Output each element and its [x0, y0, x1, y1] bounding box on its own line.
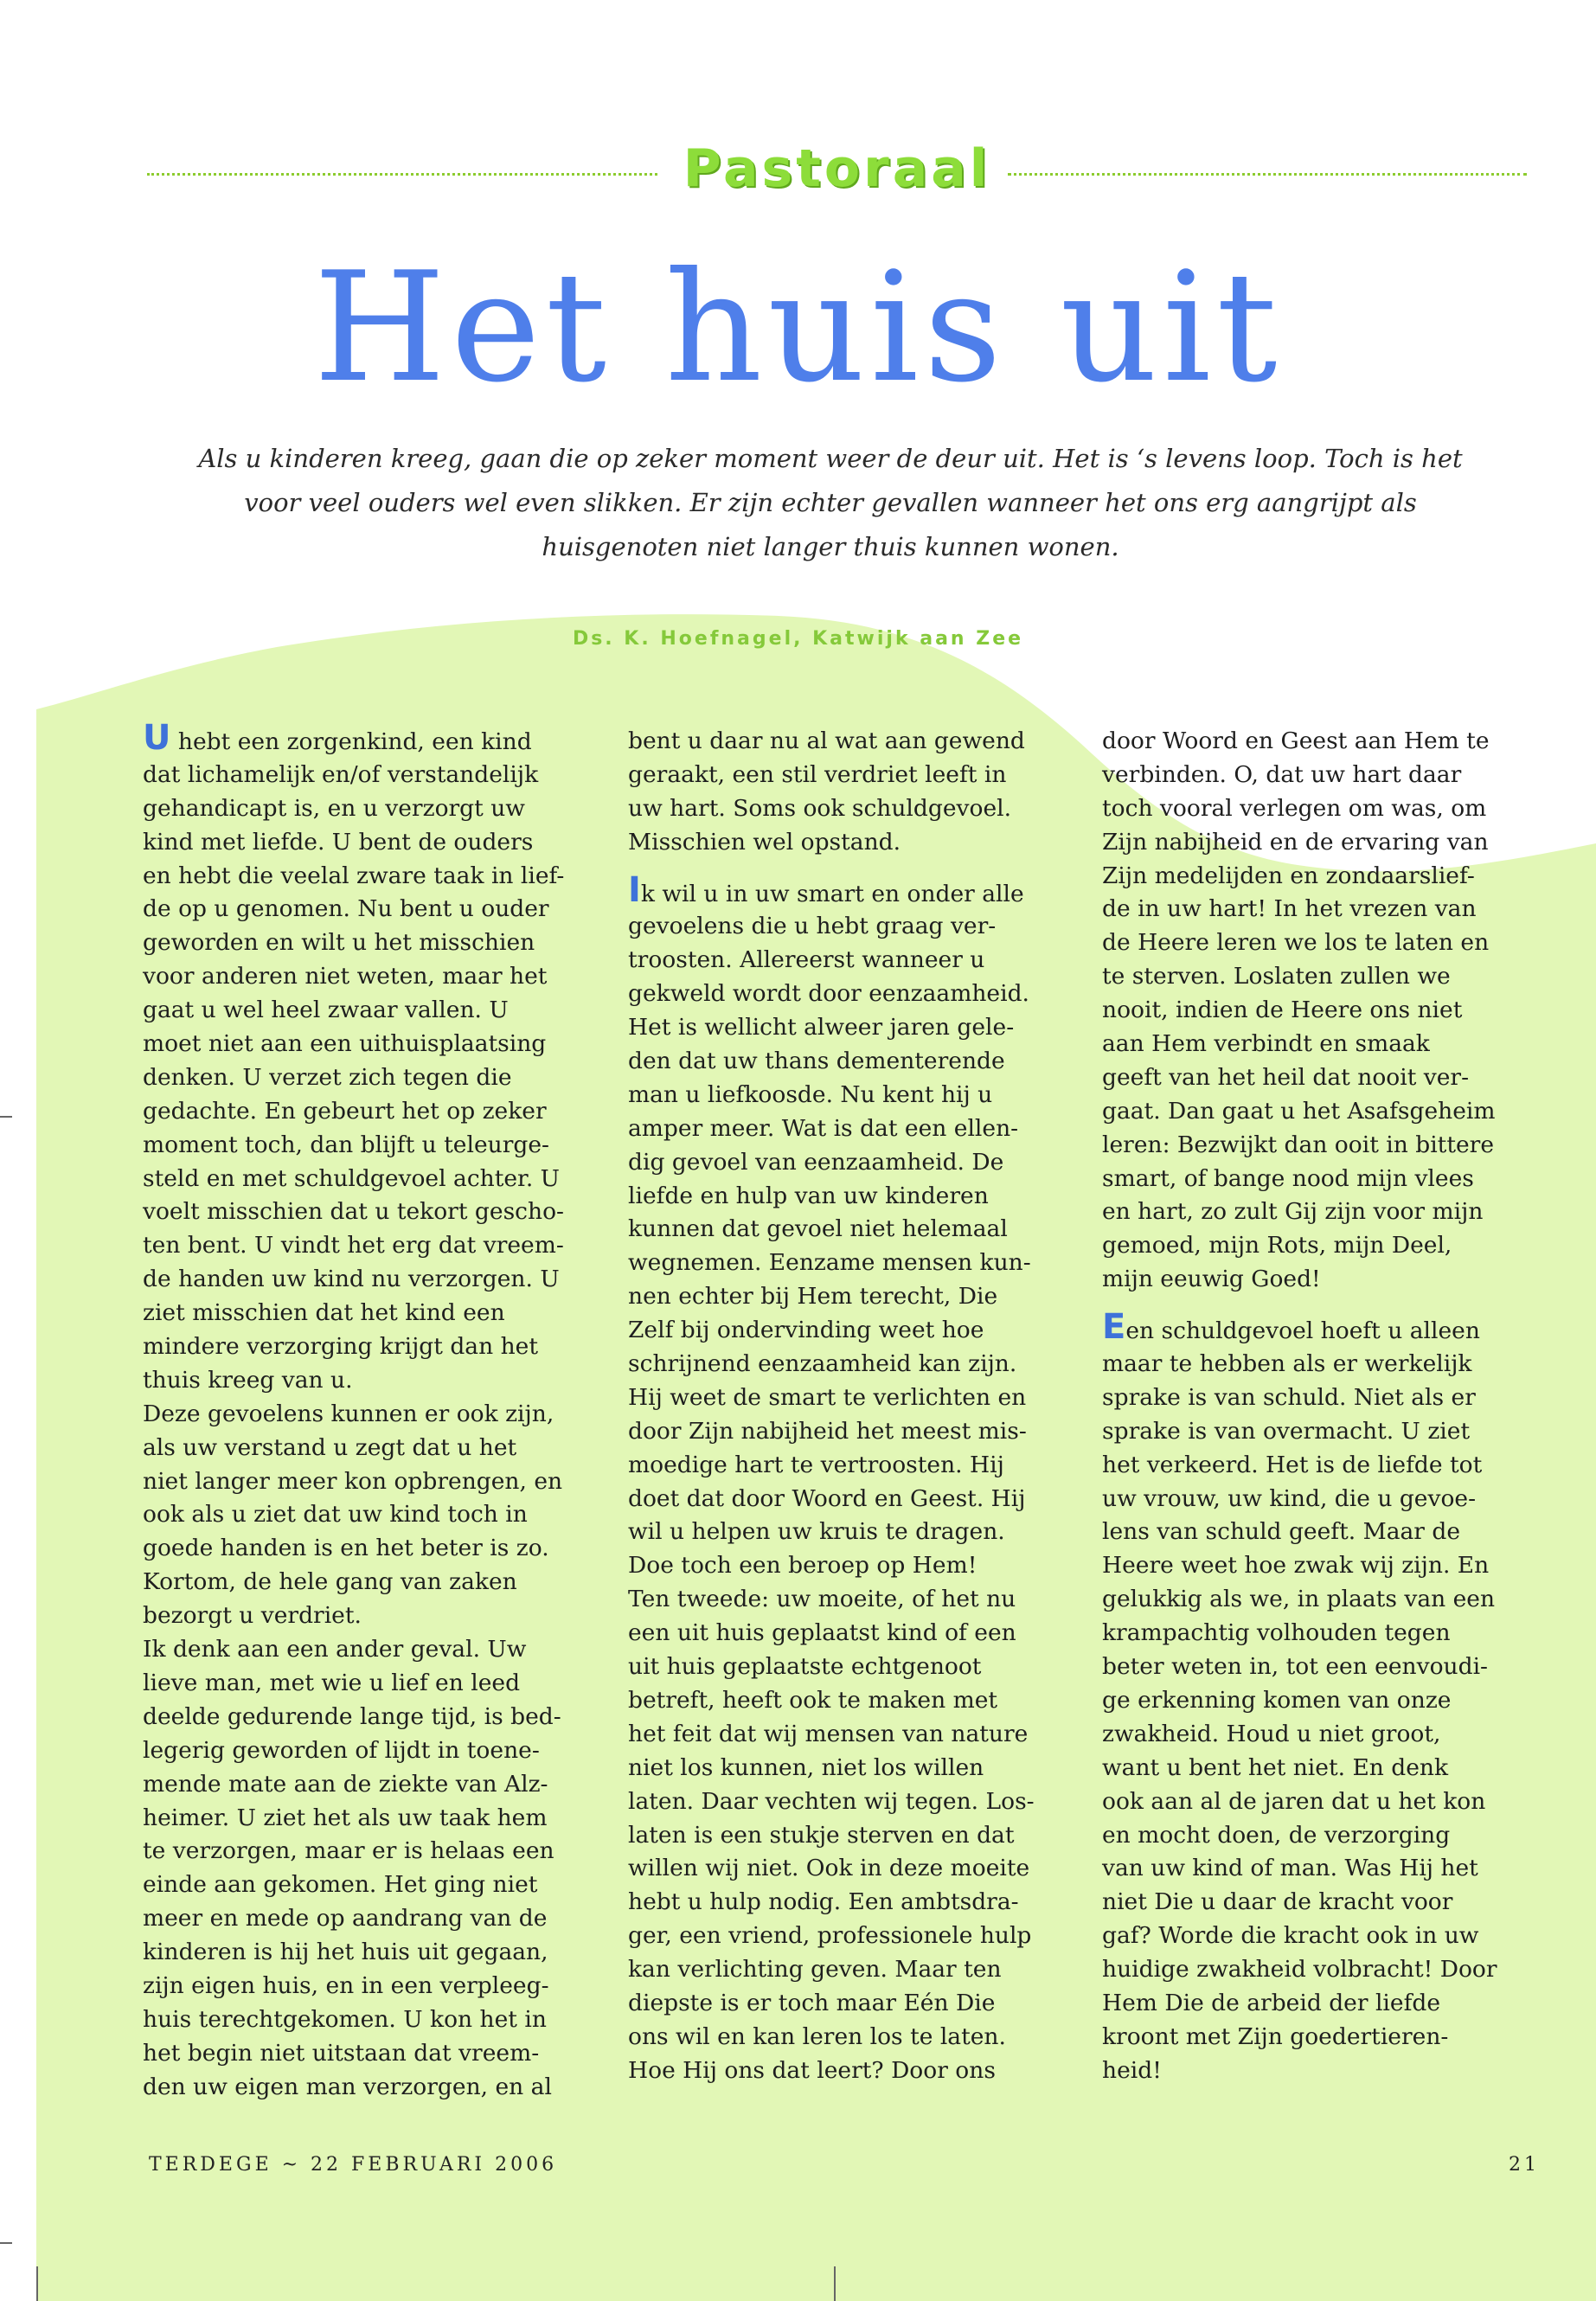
text-line: [1102, 1061, 1552, 1095]
text-line: [143, 1802, 593, 1836]
text-line-content: van uw kind of man. Was Hij het: [1102, 1855, 1478, 1882]
text-line-content: bent u daar nu al wat aan gewend: [628, 727, 1025, 754]
text-line: [143, 1599, 593, 1633]
text-line-content: laten. Daar vechten wij tegen. Los-: [628, 1787, 1035, 1815]
text-line-content: gemoed, mijn Rots, mijn Deel,: [1102, 1232, 1452, 1259]
text-line: [628, 792, 1078, 826]
text-line: [1102, 860, 1552, 894]
text-line-content: ger, een vriend, professionele hulp: [628, 1922, 1032, 1950]
text-line-content: sprake is van overmacht. U ziet: [1102, 1417, 1471, 1445]
text-line-content: steld en met schuldgevoel achter. U: [143, 1164, 560, 1192]
text-line-content: nooit, indien de Heere ons niet: [1102, 997, 1463, 1024]
text-line-content: het verkeerd. Het is de liefde tot: [1102, 1451, 1483, 1478]
text-line: [628, 1953, 1078, 1987]
text-line: [1102, 1095, 1552, 1129]
text-line-content: mende mate aan de ziekte van Alz-: [143, 1770, 548, 1798]
text-line: [143, 1532, 593, 1566]
footer-publication: TERDEGE ~ 22 FEBRUARI 2006: [149, 2154, 558, 2176]
text-line-content: aan Hem verbindt en smaak: [1102, 1030, 1430, 1058]
text-line-content: en hebt die veelal zware taak in lief-: [143, 862, 565, 889]
text-line: [628, 826, 1078, 860]
text-line: [628, 1852, 1078, 1886]
text-line-content: schrijnend eenzaamheid kan zijn.: [628, 1350, 1017, 1378]
text-line-content: geworden en wilt u het misschien: [143, 929, 535, 957]
text-line: [1102, 1028, 1552, 1061]
text-line-content: zijn eigen huis, en in een verpleeg-: [143, 1971, 549, 1999]
text-line-content: niet langer meer kon opbrengen, en: [143, 1467, 563, 1495]
text-line: [1102, 2054, 1552, 2088]
text-line-content: ziet misschien dat het kind een: [143, 1299, 505, 1327]
text-line: [628, 944, 1078, 977]
text-line: [143, 1768, 593, 1802]
crop-mark: [0, 1116, 12, 1118]
text-line-content: den uw eigen man verzorgen, en al: [143, 2073, 552, 2100]
text-line: [143, 1364, 593, 1398]
text-line: [1102, 826, 1552, 860]
text-line: [628, 869, 1078, 911]
text-line: [628, 1549, 1078, 1583]
text-line-content: krampachtig volhouden tegen: [1102, 1619, 1451, 1647]
text-line-content: voor anderen niet weten, maar het: [143, 963, 548, 990]
paragraph-gap: [1102, 1297, 1552, 1314]
text-line-content: troosten. Allereerst wanneer u: [628, 946, 985, 974]
text-line-content: Kortom, de hele gang van zaken: [143, 1568, 517, 1596]
text-line: [628, 1449, 1078, 1483]
text-line-content: ons wil en kan leren los te laten.: [628, 2022, 1006, 2050]
article-byline: Ds. K. Hoefnagel, Katwijk aan Zee: [572, 628, 1024, 650]
text-line-content: gaat u wel heel zwaar vallen. U: [143, 997, 509, 1024]
text-line: [143, 1566, 593, 1599]
text-line-content: denken. U verzet zich tegen die: [143, 1063, 512, 1091]
text-line-content: den dat uw thans dementerende: [628, 1048, 1005, 1075]
section-kicker: Pastoraal: [683, 138, 991, 199]
text-line: [1102, 1129, 1552, 1163]
text-line: [143, 1061, 593, 1095]
text-line: [1102, 1718, 1552, 1752]
text-line-content: gaf? Worde die kracht ook in uw: [1102, 1922, 1479, 1950]
text-line: [1102, 759, 1552, 792]
text-line-content: ook als u ziet dat uw kind toch in: [143, 1501, 528, 1529]
text-line: [143, 1195, 593, 1229]
text-line: [143, 960, 593, 994]
text-line: [1102, 960, 1552, 994]
text-line: [628, 1920, 1078, 1953]
text-line: [628, 1247, 1078, 1280]
text-line-content: gevoelens die u hebt graag ver-: [628, 913, 997, 940]
text-line-content: moet niet aan een uithuisplaatsing: [143, 1030, 547, 1058]
text-line-content: diepste is er toch maar Eén Die: [628, 1989, 996, 2016]
text-line-content: uw hart. Soms ook schuldgevoel.: [628, 794, 1012, 822]
text-line-content: heid!: [1102, 2056, 1162, 2084]
text-line-content: Doe toch een beroep op Hem!: [628, 1552, 977, 1580]
text-line: [628, 1886, 1078, 1920]
text-line-content: niet Die u daar de kracht voor: [1102, 1888, 1453, 1916]
text-line-content: hebt u hulp nodig. Een ambtsdra-: [628, 1888, 1019, 1916]
text-line: [143, 860, 593, 894]
text-column-1: [143, 718, 593, 2105]
text-line-content: goede handen is en het beter is zo.: [143, 1535, 549, 1562]
text-line: [1102, 1785, 1552, 1819]
text-line-content: maar te hebben als er werkelijk: [1102, 1350, 1472, 1378]
text-line: [1102, 1483, 1552, 1516]
text-line-content: gekweld wordt door eenzaamheid.: [628, 980, 1029, 1008]
text-line: [628, 725, 1078, 759]
text-line-content: en hart, zo zult Gij zijn voor mijn: [1102, 1198, 1484, 1226]
text-line-content: verbinden. O, dat uw hart daar: [1102, 760, 1462, 788]
text-line: [628, 1617, 1078, 1650]
text-line-content: legerig geworden of lijdt in toene-: [143, 1736, 540, 1764]
text-line-content: en mocht doen, de verzorging: [1102, 1821, 1451, 1849]
text-line-content: de Heere leren we los te laten en: [1102, 929, 1490, 957]
text-line-content: einde aan gekomen. Het ging niet: [143, 1871, 538, 1899]
text-line: [1102, 1549, 1552, 1583]
text-line-content: wegnemen. Eenzame mensen kun-: [628, 1249, 1031, 1277]
text-line-content: bezorgt u verdriet.: [143, 1602, 362, 1630]
text-line-content: want u bent het niet. En denk: [1102, 1753, 1449, 1781]
text-line-content: kind met liefde. U bent de ouders: [143, 828, 534, 856]
text-line-content: door Woord en Geest aan Hem te: [1102, 727, 1490, 754]
text-line: [1102, 1348, 1552, 1381]
text-line-content: zwakheid. Houd u niet groot,: [1102, 1720, 1441, 1747]
text-line: [1102, 1307, 1552, 1348]
text-column-3: [1102, 725, 1552, 2088]
text-line: [1102, 1684, 1552, 1718]
text-line: [143, 1633, 593, 1667]
text-line-content: de in uw hart! In het vrezen van: [1102, 895, 1477, 923]
drop-cap: I: [628, 869, 641, 910]
text-line-content: huidige zwakheid volbracht! Door: [1102, 1956, 1497, 1984]
text-line-content: lens van schuld geeft. Maar de: [1102, 1518, 1461, 1546]
crop-mark: [36, 2266, 38, 2301]
text-line: [628, 2054, 1078, 2088]
text-line-content: geeft van het heil dat nooit ver-: [1102, 1063, 1470, 1091]
text-line: [628, 2021, 1078, 2054]
text-line: [143, 1028, 593, 1061]
text-line: [1102, 994, 1552, 1028]
text-line: [143, 893, 593, 926]
text-line: [143, 1498, 593, 1532]
text-line-content: liefde en hulp van uw kinderen: [628, 1182, 989, 1209]
text-line-content: moedige hart te vertroosten. Hij: [628, 1451, 1004, 1478]
text-line-content: ook aan al de jaren dat u het kon: [1102, 1787, 1486, 1815]
text-line: [143, 1868, 593, 1902]
text-line-content: toch vooral verlegen om was, om: [1102, 794, 1487, 822]
text-line-content: leren: Bezwijkt dan ooit in bittere: [1102, 1131, 1494, 1158]
text-line: [1102, 1583, 1552, 1617]
text-line-content: dig gevoel van eenzaamheid. De: [628, 1148, 1004, 1176]
text-line: [628, 1650, 1078, 1684]
text-line-content: smart, of bange nood mijn vlees: [1102, 1164, 1474, 1192]
text-line-content: Het is wellicht alweer jaren gele-: [628, 1014, 1015, 1042]
text-line: [1102, 1953, 1552, 1987]
text-line-content: ge erkenning komen van onze: [1102, 1686, 1452, 1714]
text-line: [628, 1011, 1078, 1045]
text-line: [143, 1163, 593, 1196]
text-line: [628, 1213, 1078, 1247]
article-lead: Als u kinderen kreeg, gaan die op zeker moment weer de deur uit. Het is ‘s levens loop. Toch is het voor veel ouders wel even slikken. Er zijn echter gevallen wanneer het ons erg aangrijpt als huisgenoten niet langer thuis kunnen wonen.: [198, 444, 1463, 561]
text-line-content: voelt misschien dat u tekort gescho-: [143, 1198, 564, 1226]
text-line-content: heimer. U ziet het als uw taak hem: [143, 1804, 548, 1831]
text-line: [143, 1398, 593, 1432]
text-column-2: [628, 725, 1078, 2088]
text-line-content: gaat. Dan gaat u het Asafsgeheim: [1102, 1097, 1496, 1125]
text-line: [143, 1297, 593, 1330]
text-line-content: ten bent. U vindt het erg dat vreem-: [143, 1232, 564, 1259]
text-line-content: de handen uw kind nu verzorgen. U: [143, 1266, 560, 1293]
text-line: [1102, 1263, 1552, 1297]
text-line: [1102, 1920, 1552, 1953]
text-line: [143, 1835, 593, 1868]
text-line: [143, 1229, 593, 1263]
text-line: [143, 1734, 593, 1768]
text-line-content: te verzorgen, maar er is helaas een: [143, 1837, 554, 1865]
text-line: [143, 1936, 593, 1970]
text-line-content: wil u helpen uw kruis te dragen.: [628, 1518, 1005, 1546]
article-title: Het huis uit: [313, 240, 1283, 416]
text-line: [143, 1701, 593, 1734]
text-line-content: gedachte. En gebeurt het op zeker: [143, 1097, 547, 1125]
text-line: [628, 1079, 1078, 1112]
text-line: [628, 759, 1078, 792]
text-line: [628, 1415, 1078, 1449]
text-line: [628, 1718, 1078, 1752]
text-line: [628, 1684, 1078, 1718]
text-line-content: mindere verzorging krijgt dan het: [143, 1333, 538, 1361]
text-line-content: nen echter bij Hem terecht, Die: [628, 1283, 998, 1311]
text-line-content: dat lichamelijk en/of verstandelijk: [143, 760, 539, 788]
text-line-content: Hem Die de arbeid der liefde: [1102, 1989, 1441, 2016]
text-line: [628, 1752, 1078, 1785]
text-line-content: Heere weet hoe zwak wij zijn. En: [1102, 1552, 1490, 1580]
text-line-content: Deze gevoelens kunnen er ook zijn,: [143, 1400, 554, 1427]
text-line: [628, 1819, 1078, 1853]
text-line: [143, 2071, 593, 2105]
text-line: [1102, 1415, 1552, 1449]
text-line-content: Hij weet de smart te verlichten en: [628, 1383, 1027, 1411]
text-line: [143, 926, 593, 960]
text-line-content: Ik denk aan een ander geval. Uw: [143, 1636, 527, 1663]
text-line: [1102, 792, 1552, 826]
text-line-content: huis terechtgekomen. U kon het in: [143, 2005, 547, 2033]
text-line: [143, 1465, 593, 1499]
text-line-content: kan verlichting geven. Maar ten: [628, 1956, 1002, 1984]
text-line: [1102, 1449, 1552, 1483]
text-line-content: lieve man, met wie u lief en leed: [143, 1669, 521, 1696]
text-line: [143, 994, 593, 1028]
page-number: 21: [1509, 2154, 1540, 2176]
text-line-content: Zijn nabijheid en de ervaring van: [1102, 828, 1489, 856]
text-line: [628, 1280, 1078, 1314]
text-line: [628, 1483, 1078, 1516]
crop-mark: [0, 2242, 12, 2244]
text-line-content: te sterven. Loslaten zullen we: [1102, 963, 1451, 990]
text-line-content: sprake is van schuld. Niet als er: [1102, 1383, 1476, 1411]
text-line: [143, 2037, 593, 2071]
drop-cap: E: [1102, 1307, 1126, 1348]
text-line-content: geraakt, een stil verdriet leeft in: [628, 760, 1007, 788]
text-line-content: het begin niet uitstaan dat vreem-: [143, 2039, 540, 2067]
text-line-content: betreft, heeft ook te maken met: [628, 1686, 998, 1714]
text-line: [628, 1112, 1078, 1146]
text-line-content: uw vrouw, uw kind, die u gevoe-: [1102, 1484, 1477, 1512]
text-line: [1102, 1852, 1552, 1886]
text-line-content: deelde gedurende lange tijd, is bed-: [143, 1702, 561, 1730]
text-line: [1102, 1229, 1552, 1263]
text-line: [628, 1785, 1078, 1819]
text-line-content: Zijn medelijden en zondaarslief-: [1102, 862, 1475, 889]
text-line-content: beter weten in, tot een eenvoudi-: [1102, 1653, 1488, 1681]
text-line-content: als uw verstand u zegt dat u het: [143, 1433, 517, 1461]
text-line-content: Misschien wel opstand.: [628, 828, 901, 856]
text-line: [143, 1902, 593, 1936]
text-line: [143, 1263, 593, 1297]
text-line: [1102, 1195, 1552, 1229]
text-line: [1102, 1752, 1552, 1785]
text-line-content: hebt een zorgenkind, een kind: [177, 728, 532, 755]
text-line-content: man u liefkoosde. Nu kent hij u: [628, 1080, 993, 1108]
text-line: [628, 1381, 1078, 1415]
text-line: [628, 1180, 1078, 1214]
text-line: [143, 1667, 593, 1701]
text-line: [1102, 893, 1552, 926]
text-line-content: kinderen is hij het huis uit gegaan,: [143, 1939, 548, 1966]
text-line: [1102, 2021, 1552, 2054]
crop-mark: [834, 2266, 836, 2301]
text-line: [628, 1987, 1078, 2021]
text-line-content: meer en mede op aandrang van de: [143, 1905, 548, 1932]
text-line: [143, 2003, 593, 2037]
text-line: [1102, 1516, 1552, 1549]
text-line-content: Ten tweede: uw moeite, of het nu: [628, 1586, 1016, 1613]
text-line: [1102, 1819, 1552, 1853]
text-line-content: gehandicapt is, en u verzorgt uw: [143, 794, 525, 822]
text-line-content: kroont met Zijn goedertieren-: [1102, 2022, 1449, 2050]
text-line: [1102, 1163, 1552, 1196]
text-line-content: Hoe Hij ons dat leert? Door ons: [628, 2056, 996, 2084]
text-line-content: mijn eeuwig Goed!: [1102, 1266, 1321, 1293]
text-line-content: moment toch, dan blijft u teleurge-: [143, 1131, 549, 1158]
text-line: [1102, 725, 1552, 759]
text-line: [143, 759, 593, 792]
text-line-content: door Zijn nabijheid het meest mis-: [628, 1417, 1027, 1445]
text-line: [628, 910, 1078, 944]
text-line: [1102, 926, 1552, 960]
text-line-content: kunnen dat gevoel niet helemaal: [628, 1215, 1008, 1243]
text-line: [1102, 1381, 1552, 1415]
text-line: [143, 826, 593, 860]
text-line-content: een uit huis geplaatst kind of een: [628, 1619, 1016, 1647]
text-line-content: het feit dat wij mensen van nature: [628, 1720, 1029, 1747]
text-line-content: k wil u in uw smart en onder alle: [640, 880, 1024, 907]
text-line: [143, 1095, 593, 1129]
text-line-content: willen wij niet. Ook in deze moeite: [628, 1855, 1030, 1882]
text-line: [628, 1045, 1078, 1079]
drop-cap: U: [143, 718, 171, 758]
text-line-content: laten is een stukje sterven en dat: [628, 1821, 1015, 1849]
text-line: [143, 1970, 593, 2003]
text-line: [143, 1330, 593, 1364]
text-line: [143, 792, 593, 826]
text-line: [628, 1583, 1078, 1617]
text-line-content: Zelf bij ondervinding weet hoe: [628, 1317, 984, 1344]
text-line: [143, 718, 593, 759]
text-line-content: uit huis geplaatste echtgenoot: [628, 1653, 982, 1681]
section-header: [147, 138, 1527, 199]
text-line: [628, 1348, 1078, 1381]
text-line: [628, 1516, 1078, 1549]
text-line-content: de op u genomen. Nu bent u ouder: [143, 895, 549, 923]
text-line-content: gelukkig als we, in plaats van een: [1102, 1586, 1496, 1613]
text-line-content: amper meer. Wat is dat een ellen-: [628, 1114, 1019, 1142]
text-line: [1102, 1650, 1552, 1684]
text-line: [628, 977, 1078, 1011]
text-line-content: niet los kunnen, niet los willen: [628, 1753, 984, 1781]
text-line: [1102, 1987, 1552, 2021]
text-line: [1102, 1886, 1552, 1920]
text-line-content: doet dat door Woord en Geest. Hij: [628, 1484, 1026, 1512]
text-line-content: thuis kreeg van u.: [143, 1366, 353, 1394]
text-line: [628, 1146, 1078, 1180]
text-line: [628, 1314, 1078, 1348]
text-line: [143, 1129, 593, 1163]
text-line-content: en schuldgevoel hoeft u alleen: [1125, 1317, 1480, 1345]
text-line: [1102, 1617, 1552, 1650]
paragraph-gap: [628, 860, 1078, 877]
text-line: [143, 1432, 593, 1465]
